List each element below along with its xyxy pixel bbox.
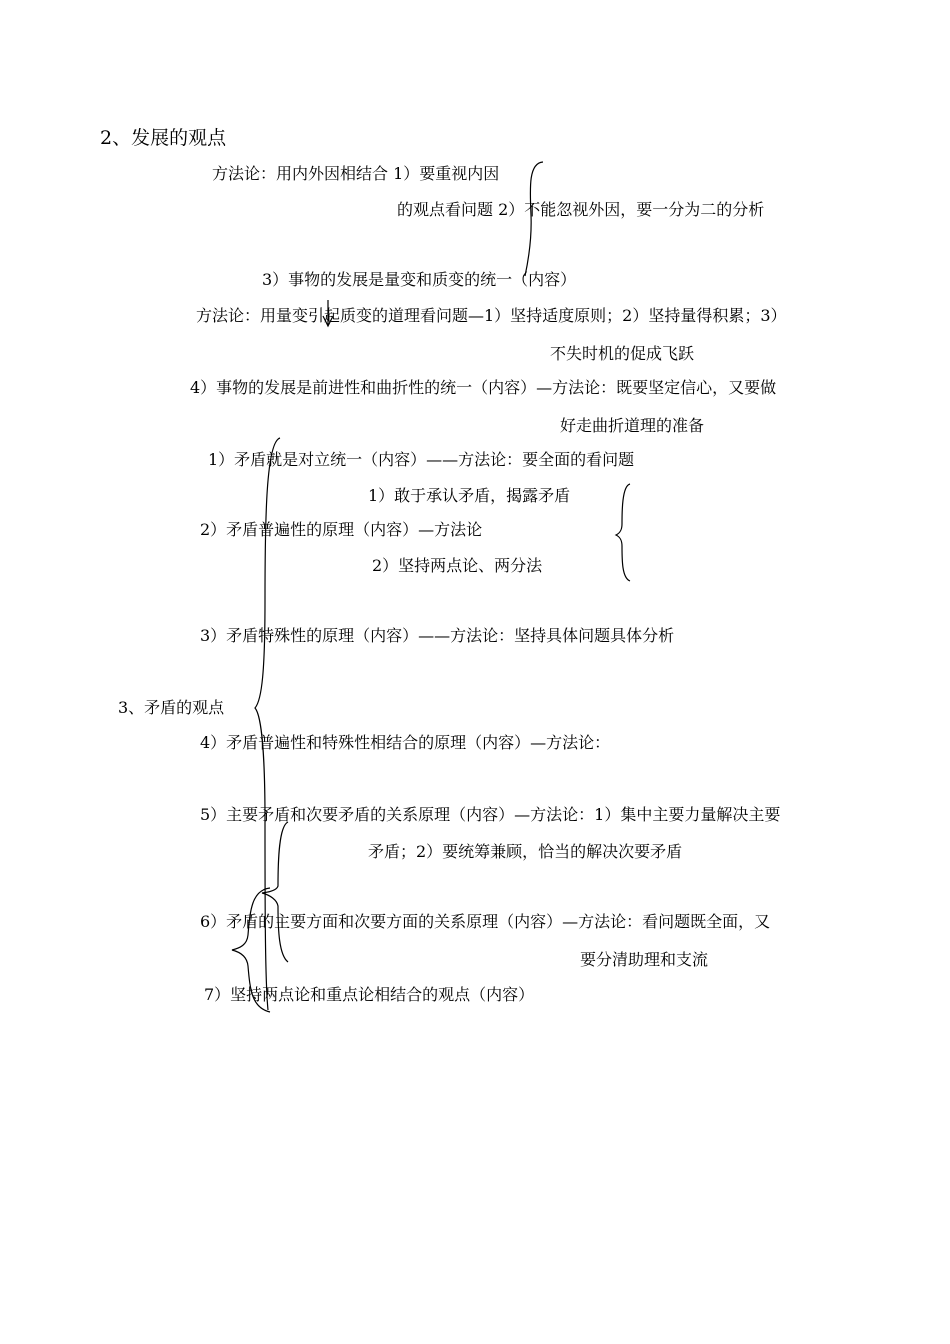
methodology-quantitative-line1: 方法论：用量变引起质变的道理看问题—1）坚持适度原则；2）坚持量得积累；3）: [196, 306, 787, 325]
contradiction-item-2-sub2: 2）坚持两点论、两分法: [372, 556, 543, 575]
methodology-internal-external-line2: 的观点看问题 2）不能忽视外因，要一分为二的分析: [397, 200, 765, 219]
contradiction-item-2: 2）矛盾普遍性的原理（内容）—方法论: [200, 520, 483, 539]
point-progressive-tortuous-line2: 好走曲折道理的准备: [560, 416, 705, 435]
methodology-internal-external-line1: 方法论：用内外因相结合 1）要重视内因: [212, 164, 500, 183]
contradiction-item-5-line2: 矛盾；2）要统筹兼顾，恰当的解决次要矛盾: [368, 842, 683, 861]
section2-heading: 2、发展的观点: [100, 127, 227, 149]
contradiction-item-2-sub1: 1）敢于承认矛盾，揭露矛盾: [368, 486, 571, 505]
brace-universality-methods: [616, 484, 630, 581]
point-progressive-tortuous-line1: 4）事物的发展是前进性和曲折性的统一（内容）—方法论：既要坚定信心，又要做: [190, 378, 777, 397]
contradiction-item-6-line2: 要分清助理和支流: [580, 950, 709, 969]
methodology-quantitative-line2: 不失时机的促成飞跃: [550, 344, 695, 363]
contradiction-item-4: 4）矛盾普遍性和特殊性相结合的原理（内容）—方法论：: [200, 733, 611, 752]
contradiction-item-5-line1: 5）主要矛盾和次要矛盾的关系原理（内容）—方法论：1）集中主要力量解决主要: [200, 805, 781, 824]
point-quantitative-qualitative: 3）事物的发展是量变和质变的统一（内容）: [262, 270, 577, 289]
contradiction-item-1: 1）矛盾就是对立统一（内容）——方法论：要全面的看问题: [208, 450, 635, 469]
section3-heading: 3、矛盾的观点: [118, 698, 225, 717]
contradiction-item-7: 7）坚持两点论和重点论相结合的观点（内容）: [204, 985, 535, 1004]
brace-section3-inner: [262, 822, 288, 962]
contradiction-item-3: 3）矛盾特殊性的原理（内容）——方法论：坚持具体问题具体分析: [200, 626, 675, 645]
contradiction-item-6-line1: 6）矛盾的主要方面和次要方面的关系原理（内容）—方法论：看问题既全面，又: [200, 912, 771, 931]
